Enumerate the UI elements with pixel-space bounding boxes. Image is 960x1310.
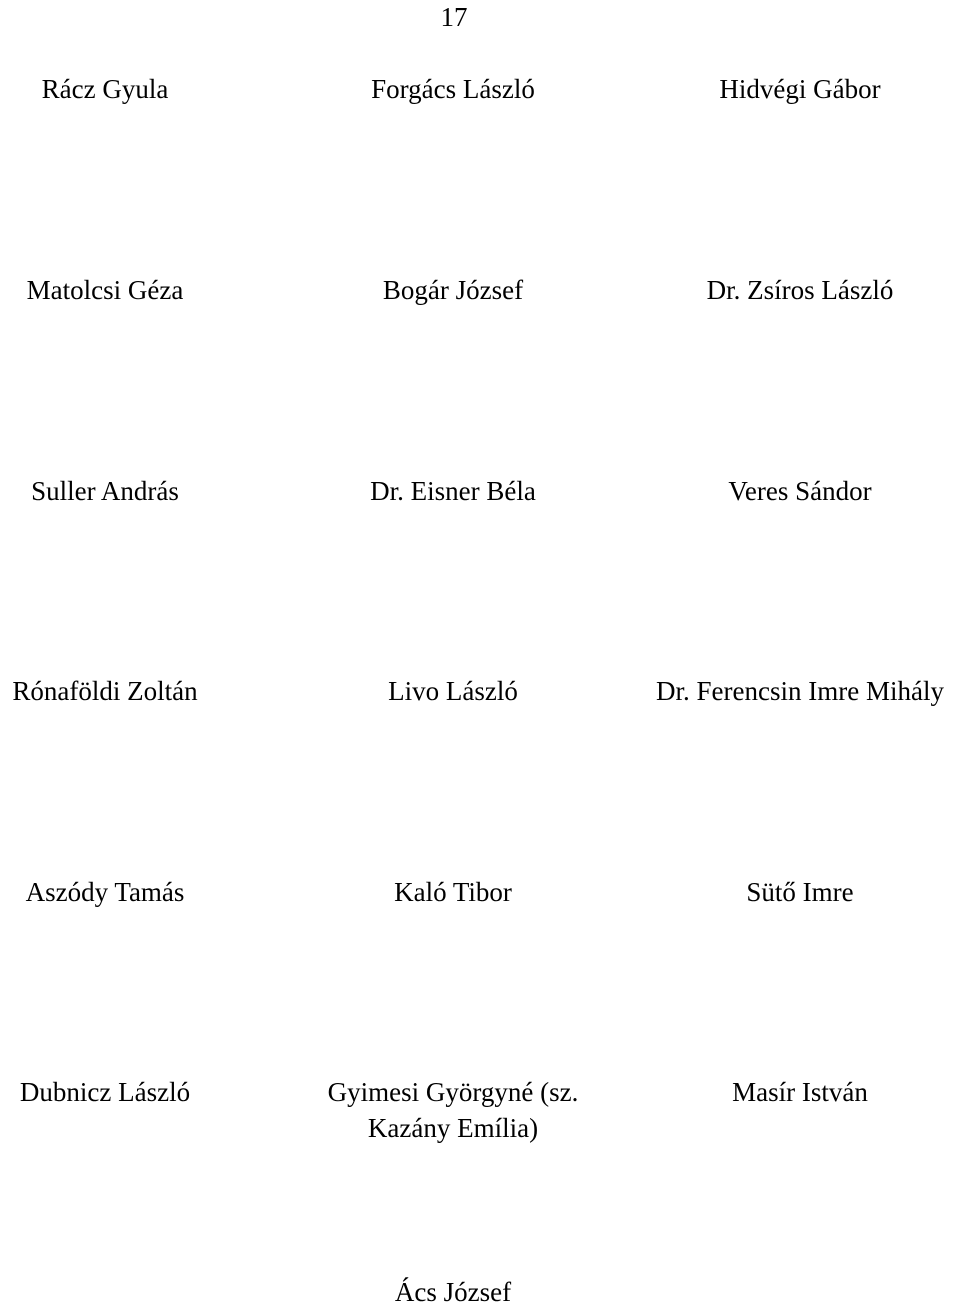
final-name: Ács József	[394, 1277, 512, 1307]
name-cell: Forgács László	[371, 74, 535, 104]
name-row	[0, 473, 960, 543]
name-cell: Hidvégi Gábor	[719, 74, 881, 104]
name-cell: Livo László	[388, 676, 518, 706]
name-cell: Dubnicz László	[19, 1077, 191, 1107]
name-row	[0, 272, 960, 342]
name-cell: Aszódy Tamás	[25, 877, 185, 907]
name-cell: Gyimesi Györgyné (sz. Kazány Emília)	[327, 1077, 579, 1143]
name-cell: Dr. Zsíros László	[706, 275, 894, 305]
name-row	[0, 1074, 960, 1144]
name-cell: Rácz Gyula	[41, 74, 169, 104]
name-cell: Suller András	[31, 476, 179, 506]
name-cell: Veres Sándor	[728, 476, 872, 506]
name-row	[0, 673, 960, 743]
name-cell: Dr. Eisner Béla	[370, 476, 536, 506]
page-number: 17	[440, 2, 468, 32]
name-cell: Masír István	[732, 1077, 868, 1107]
name-row	[0, 874, 960, 944]
name-cell: Kaló Tibor	[394, 877, 512, 907]
name-row	[0, 71, 960, 141]
name-cell: Rónaföldi Zoltán	[12, 676, 198, 706]
name-cell: Sütő Imre	[746, 877, 854, 907]
name-cell: Bogár József	[382, 275, 524, 305]
name-cell: Matolcsi Géza	[26, 275, 184, 305]
name-cell: Dr. Ferencsin Imre Mihály	[656, 676, 944, 706]
